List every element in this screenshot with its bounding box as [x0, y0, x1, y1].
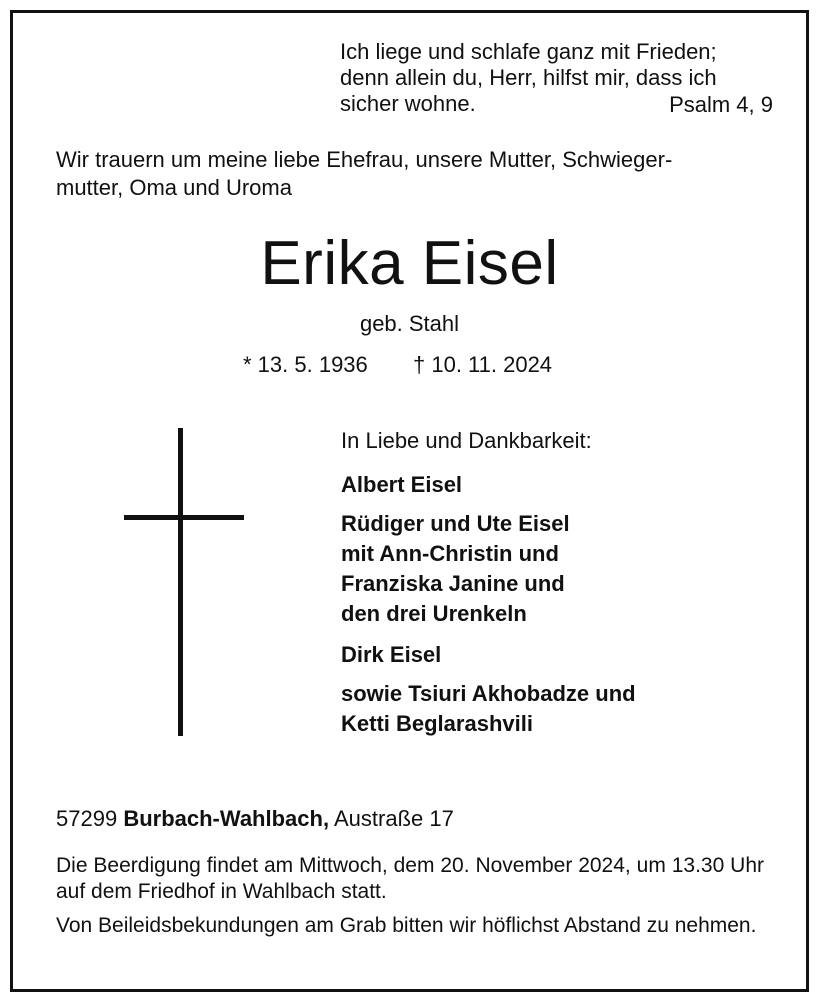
mourner-line: sowie Tsiuri Akhobadze und: [341, 681, 636, 706]
funeral-details: Die Beerdigung findet am Mittwoch, dem 20. November 2024, um 13.30 Uhr auf dem Friedhof in Wahlbach statt.: [56, 854, 764, 903]
address-town: Burbach-Wahlbach,: [123, 806, 330, 831]
verse-reference: Psalm 4, 9: [669, 92, 773, 117]
birth-name: geb. Stahl: [359, 311, 460, 336]
intro-line-1: Wir trauern um meine liebe Ehefrau, unsere Mutter, Schwieger-: [56, 147, 673, 172]
family-address: [56, 806, 454, 832]
mourner-line: den drei Urenkeln: [341, 601, 527, 626]
mourner-line: Franziska Janine und: [341, 571, 565, 596]
verse-line-3: sicher wohne.: [340, 91, 476, 116]
birth-date: * 13. 5. 1936: [243, 352, 368, 377]
condolence-note: Von Beileidsbekundungen am Grab bitten wir höflichst Abstand zu nehmen.: [56, 914, 757, 937]
mourner-line: Rüdiger und Ute Eisel: [341, 511, 570, 536]
mourner-line: Dirk Eisel: [341, 642, 442, 667]
mourner-line: Albert Eisel: [341, 472, 463, 497]
address-postcode: 57299: [56, 806, 118, 831]
deceased-name: Erika Eisel: [260, 229, 559, 298]
mourners-heading: In Liebe und Dankbarkeit:: [341, 428, 592, 453]
mourner-line: mit Ann-Christin und: [341, 541, 559, 566]
verse-line-2: denn allein du, Herr, hilfst mir, dass ich: [340, 65, 717, 90]
intro-line-2: mutter, Oma und Uroma: [56, 175, 292, 200]
death-date: † 10. 11. 2024: [413, 352, 553, 377]
verse-line-1: Ich liege und schlafe ganz mit Frieden;: [340, 39, 717, 64]
address-street: Austraße 17: [333, 806, 454, 831]
mourner-line: Ketti Beglarashvili: [341, 711, 533, 736]
